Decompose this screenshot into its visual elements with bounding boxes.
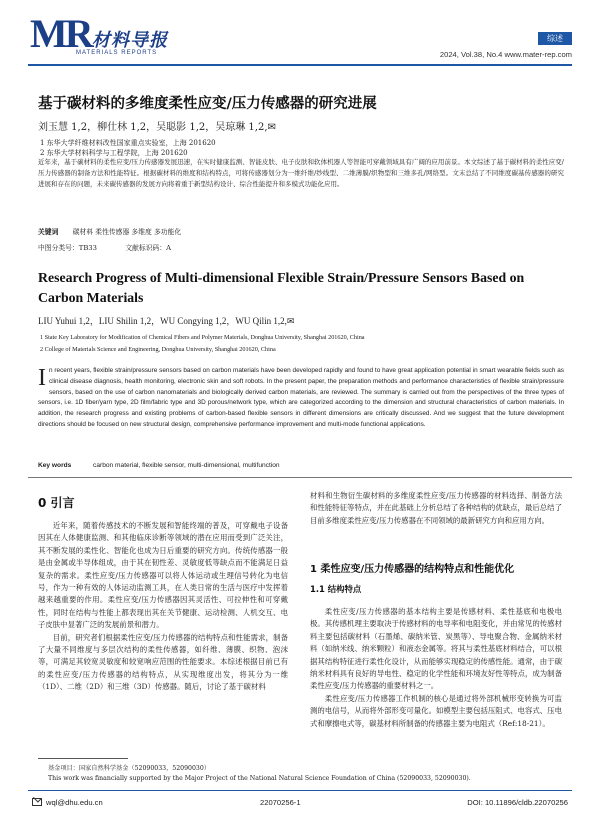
doi[interactable]: DOI: 10.11896/cldb.22070256 [467,798,568,807]
intro-column [38,520,288,694]
section-heading-1: 1 柔性应变/压力传感器的结构特点和性能优化 [310,564,515,575]
section-heading-intro: 0 引言 [38,496,75,510]
authors-cn: 刘玉慧 1,2，柳仕林 1,2，吴聪影 1,2，吴琼琳 1,2,✉ [38,122,276,133]
right-column-paragraph-1: 材料和生物衍生碳材料的多维度柔性应变/压力传感器的材料选择、制备方法和性能特征等特点，并在此基础上分析总结了各种结构的优缺点，最后总结了目前多维度柔性应变/压力传感器在不同领域的最新研究方向和应用方向。 [310,491,562,525]
journal-logo-name: 材料导报 [92,30,168,51]
right-column-body [310,606,562,730]
authors-en: LIU Yuhui 1,2，LIU Shilin 1,2，WU Congying 1,2，WU Qilin 1,2,✉ [38,316,295,326]
footer-rule [28,790,572,791]
article-type-badge: 综述 [538,32,572,45]
section-divider [28,477,572,478]
article-number: 22070256-1 [260,798,301,807]
intro-paragraph-2: 目前，研究者们根据柔性应变/压力传感器的结构特点和性能需求，制备了大量不同维度与多层次结构的柔性传感器，如纤维、薄膜、织物、泡沫等，可满足其较宽灵敏度和较宽响应范围的性能要求。本综述根据目前已有的柔性应变/压力传感器的结构特点，从实现维度出发，将其分为一维（1D）、二维（2D）和三维（3D）传感器。随后，讨论了基于碳材料 [38,632,288,692]
corresponding-email[interactable] [32,798,103,807]
affiliation-cn-2: 2 东华大学材料科学与工程学院，上海 201620 [40,149,188,157]
keywords-cn-values: 碳材料 柔性传感器 多维度 多功能化 [72,228,182,236]
document-code: 文献标识码：A [125,244,172,252]
abstract-en-dropcap: I [38,365,46,391]
header-rule [28,64,572,66]
affiliation-en-1: 1 State Key Laboratory for Modification of Chemical Fibers and Polymer Materials, Donghua University, Shanghai 201620, China [40,334,365,341]
affiliation-en-2: 2 College of Materials Science and Engineering, Donghua University, Shanghai 201620, China [40,346,276,353]
article-title-cn: 基于碳材料的多维度柔性应变/压力传感器的研究进展 [38,96,377,112]
journal-logo-subtitle: MATERIALS REPORTS [76,50,158,56]
classification-number: 中图分类号：TB33 [38,244,97,252]
keywords-cn-label: 关键词 [38,228,59,236]
funding-footnote: 基金项目：国家自然科学基金（52090033，52090030） This work was financially supported by the Major Project of the National Natural Science Foundation of China (52090033, 52090030). [48,765,471,782]
intro-paragraph-1: 近年来，随着传感技术的不断发展和智能终端的普及，可穿戴电子设备因其在人体健康监测、和其他临床诊断等领域的潜在应用而受到广泛关注，其不断发展的柔性化、智能化也成为日后重要的研究方向。传统传感器一般是由金属或半导体组成，由于其在韧性差、灵敏度低等缺点而不能满足日益复杂的需求。柔性应变/压力传感器可以将人体运动或生理信号转化为电信号，作为一种有效的人体运动监测工具，在人类日常的生活与医疗中发挥着越来越重要的作用。柔性应变/压力传感器因其灵活性、可拉伸性和可穿戴性，同时在结构与性能上都表现出其在关节健康、运动检测、人机交互、电子皮肤中显著广泛的发展前景和潜力。 [38,521,288,630]
abstract-en [38,366,564,431]
right-column-paragraph-3: 柔性应变/压力传感器工作机制的核心是通过将外部机械形变转换为可监测的电信号，从而将外部形变可量化。如模型主要包括压阻式、电容式、压电式和摩擦电式等，碳基材料所制备的传感器主要为电阻式（Ref:18-21）。 [310,693,562,728]
article-title-en: Research Progress of Multi-dimensional Flexible Strain/Pressure Sensors Based on Carbon Materials [38,270,525,305]
subsection-heading-1-1: 1.1 结构特点 [310,584,362,594]
journal-logo-mark: MR [30,11,91,56]
abstract-en-text: n recent years, flexible strain/pressure sensors based on carbon materials have been developed rapidly and found to have great application potential in smart wearable fields such as clinical disease diagnosis, health monitoring, electronic skin and soft robots. In the present paper, the preparation methods and performance characteristics of flexible strain/pressure sensors, based on the use of carbon nanomaterials and biologically derived carbon materials, are reviewed. The summary is carried out from the perspectives of the three types of sensors, i.e. 1D fiber/yarn type, 2D film/fabric type and 3D porous/network type, which are categorized according to the dimension and structural characteristics of carbon materials. In addition, the research progress and existing problems of carbon-based flexible sensors in different dimensions are critically discussed. And we suggest that the future development directions should be focused on new structural design, comprehensive performance improvement and multi-mode functional applications. [38,367,564,428]
keywords-en [38,462,280,469]
footnote-rule [38,758,128,759]
abstract-cn: 近年来，基于碳材料的柔性应变/压力传感器发展迅速，在实时健康监测、智能皮肤、电子皮肤和软体机器人等智能可穿戴领域具有广阔的应用前景。本文综述了基于碳材料的柔性应变/压力传感器的制备方法和性能特征。根据碳材料的维度和结构特点，可将传感器划分为一维纤维/纱线型、二维薄膜/织物型和三维多孔/网络型。文末总结了不同维度碳基传感器的研究进展和存在的问题，未来碳传感器的发展方向将着重于新型结构设计、综合性能提升和多模式功能化应用。 [38,158,564,188]
classification [38,242,171,252]
right-column-paragraph-2: 柔性应变/压力传感器的基本结构主要是传感材料、柔性基底和电极电极。其传感机理主要取决于传感材料的电导率和电阻变化，并由常见的传感材料主要包括碳材料（石墨烯、碳纳米管、炭黑等）、导电聚合物、金属纳米材料（如纳米线、纳米颗粒）和液态金属等。将其与柔性基底材料结合，可以根据其结构特征进行柔性化设计，从而能够实现稳定的传感性能。通常，由于碳纳米材料具有良好的导电性、稳定的化学性能和环境友好性等特点，成为制备柔性应变/压力传感器的重要材料之一。 [310,607,562,691]
mail-icon [32,798,42,806]
keywords-cn [38,226,181,236]
keywords-en-values: carbon material, flexible sensor, multi-dimensional, multifunction [93,462,280,469]
keywords-en-label: Key words [38,462,72,469]
affiliation-cn-1: 1 东华大学纤维材料改性国家重点实验室，上海 201620 [40,139,216,147]
journal-citation: 2024, Vol.38, No.4 www.mater-rep.com [439,50,572,59]
email-text[interactable]: wql@dhu.edu.cn [46,798,103,807]
